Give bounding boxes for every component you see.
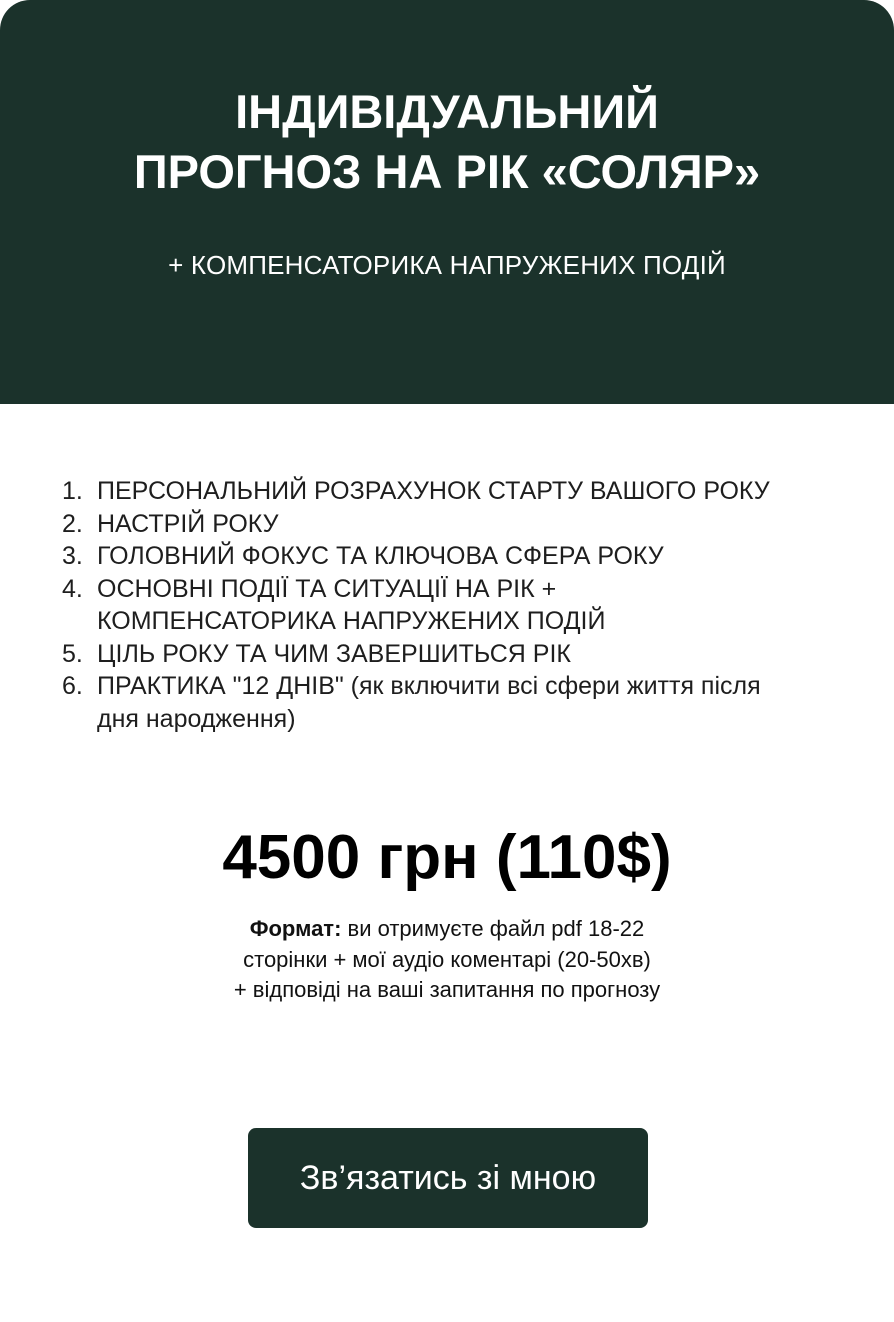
feature-item xyxy=(62,540,852,573)
title-line-1: ІНДИВІДУАЛЬНИЙ xyxy=(235,85,659,138)
feature-text: ПРАКТИКА "12 ДНІВ" (як включити всі сфери життя після xyxy=(97,672,761,700)
feature-number: 4. xyxy=(62,574,83,603)
feature-item xyxy=(62,573,852,638)
feature-item xyxy=(62,508,852,541)
format-text-1: ви отримуєте файл pdf 18-22 xyxy=(341,916,645,941)
feature-number: 5. xyxy=(62,639,83,668)
feature-item xyxy=(62,670,852,735)
features-list xyxy=(62,475,852,735)
feature-number: 2. xyxy=(62,509,83,538)
feature-text: дня народження) xyxy=(97,704,296,733)
price: 4500 грн (110$) xyxy=(222,823,672,892)
feature-number: 1. xyxy=(62,477,83,505)
page-title xyxy=(0,82,894,202)
format-description xyxy=(0,914,894,1006)
format-line-1 xyxy=(0,914,894,945)
feature-text: КОМПЕНСАТОРИКА НАПРУЖЕНИХ ПОДІЙ xyxy=(97,607,606,635)
feature-text: ГОЛОВНИЙ ФОКУС ТА КЛЮЧОВА СФЕРА РОКУ xyxy=(97,542,664,570)
feature-text: НАСТРІЙ РОКУ xyxy=(97,509,279,538)
title-line-2: ПРОГНОЗ НА РІК «СОЛЯР» xyxy=(133,145,761,198)
feature-item xyxy=(62,475,852,508)
format-line-3: + відповіді на ваші запитання по прогнозу xyxy=(233,977,661,1002)
header-banner xyxy=(0,0,894,404)
feature-number: 6. xyxy=(62,672,83,700)
feature-text: ЦІЛЬ РОКУ ТА ЧИМ ЗАВЕРШИТЬСЯ РІК xyxy=(97,639,571,668)
contact-button[interactable]: Зв’язатись зі мною xyxy=(248,1128,648,1228)
format-line-2: сторінки + мої аудіо коментарі (20-50хв) xyxy=(243,946,651,972)
feature-text: ПЕРСОНАЛЬНИЙ РОЗРАХУНОК СТАРТУ ВАШОГО РОКУ xyxy=(97,477,770,505)
subtitle: + КОМПЕНСАТОРИКА НАПРУЖЕНИХ ПОДІЙ xyxy=(168,250,726,280)
format-label: Формат: xyxy=(249,916,342,941)
feature-number: 3. xyxy=(62,542,83,570)
feature-text: ОСНОВНІ ПОДІЇ ТА СИТУАЦІЇ НА РІК + xyxy=(97,574,557,603)
feature-item xyxy=(62,638,852,671)
